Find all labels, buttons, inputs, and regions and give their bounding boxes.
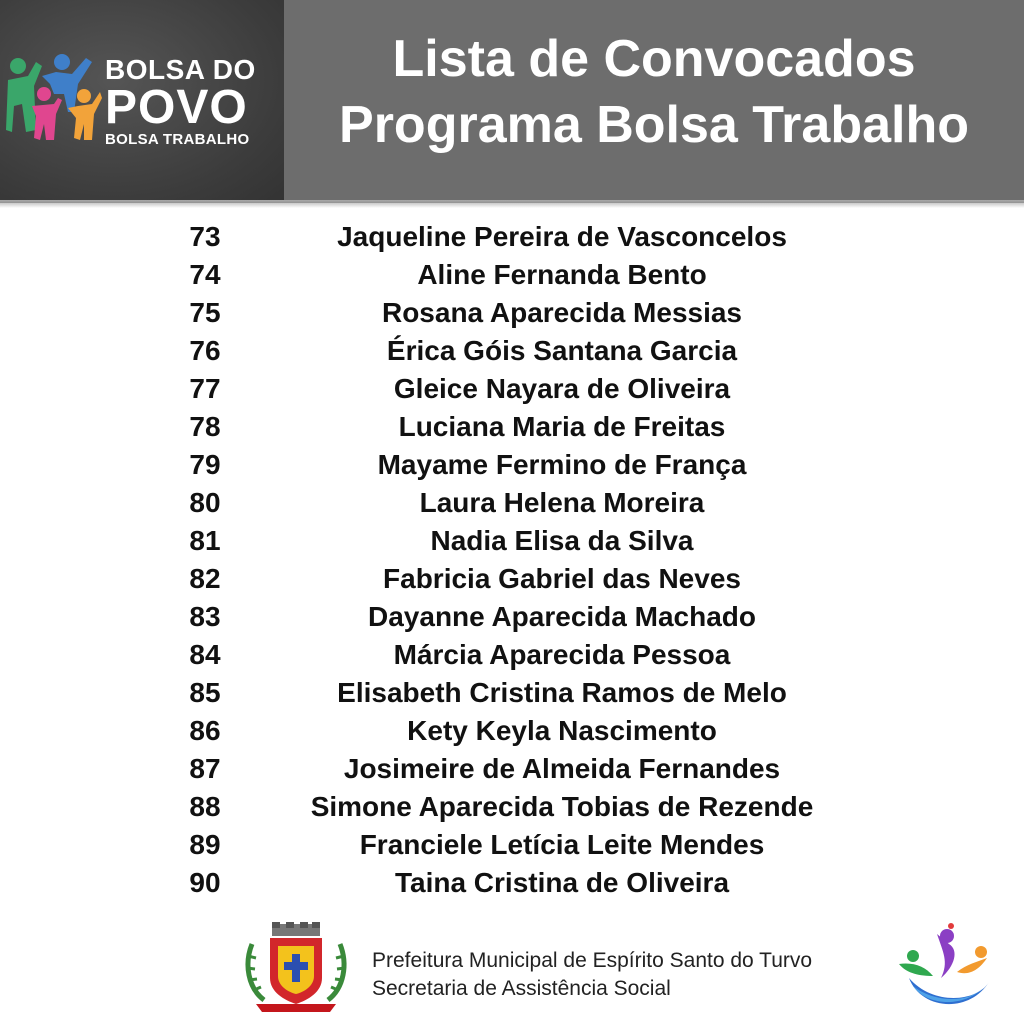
list-item-number: 78 — [189, 411, 221, 442]
list-item-name: Fabricia Gabriel das Neves — [383, 563, 741, 594]
list-item — [0, 560, 1024, 598]
social-assistance-logo-icon — [893, 922, 997, 1014]
footer-text — [372, 947, 812, 1003]
list-item-number: 82 — [189, 563, 221, 594]
list-item-name: Dayanne Aparecida Machado — [368, 601, 756, 632]
list-item-number: 77 — [189, 373, 221, 404]
list-item — [0, 294, 1024, 332]
list-item — [0, 864, 1024, 902]
list-item — [0, 712, 1024, 750]
list-item — [0, 826, 1024, 864]
list-item-number: 90 — [189, 867, 221, 898]
page-title — [284, 26, 1024, 158]
list-item — [0, 636, 1024, 674]
list-item-number: 80 — [189, 487, 221, 518]
list-item-number: 83 — [189, 601, 221, 632]
list-item-number: 86 — [189, 715, 221, 746]
list-item-number: 87 — [189, 753, 221, 784]
list-item-name: Érica Góis Santana Garcia — [386, 335, 738, 366]
list-item-number: 81 — [189, 525, 221, 556]
list-item-name: Nadia Elisa da Silva — [430, 525, 694, 556]
list-item-number: 75 — [189, 297, 221, 328]
list-item-number: 79 — [189, 449, 221, 480]
list-item-name: Elisabeth Cristina Ramos de Melo — [337, 677, 787, 708]
footer-line-2: Secretaria de Assistência Social — [372, 977, 671, 1000]
list-item — [0, 218, 1024, 256]
list-item-name: Márcia Aparecida Pessoa — [393, 639, 731, 670]
list-item-name: Franciele Letícia Leite Mendes — [359, 829, 765, 860]
list-item-number: 74 — [189, 259, 221, 290]
family-figures-icon — [6, 52, 102, 144]
list-item-name: Kety Keyla Nascimento — [407, 715, 717, 746]
list-item-name: Simone Aparecida Tobias de Rezende — [310, 791, 814, 822]
header-banner — [0, 0, 1024, 203]
title-line-1: Lista de Convocados — [392, 30, 916, 88]
list-item — [0, 788, 1024, 826]
list-item-number: 88 — [189, 791, 221, 822]
logo-line-2: POVO — [105, 81, 248, 134]
list-item-name: Josimeire de Almeida Fernandes — [343, 753, 781, 784]
list-item-name: Taina Cristina de Oliveira — [394, 867, 730, 898]
title-line-2: Programa Bolsa Trabalho — [339, 96, 969, 154]
list-item-name: Luciana Maria de Freitas — [398, 411, 726, 442]
list-item — [0, 750, 1024, 788]
logo-text — [105, 54, 256, 150]
list-item-number: 84 — [189, 639, 221, 670]
logo-line-3: BOLSA TRABALHO — [105, 131, 250, 148]
list-item — [0, 484, 1024, 522]
list-item-name: Mayame Fermino de França — [377, 449, 747, 480]
list-item — [0, 674, 1024, 712]
list-item-number: 89 — [189, 829, 221, 860]
list-item-name: Rosana Aparecida Messias — [381, 297, 743, 328]
list-item — [0, 522, 1024, 560]
list-item-name: Aline Fernanda Bento — [417, 259, 707, 290]
list-item-name: Laura Helena Moreira — [419, 487, 705, 518]
logo-line-1: BOLSA DO — [105, 54, 256, 85]
list-item — [0, 446, 1024, 484]
list-item-number: 73 — [189, 221, 221, 252]
convocados-list — [0, 218, 1024, 902]
footer-line-1: Prefeitura Municipal de Espírito Santo do Turvo — [372, 949, 813, 972]
list-item — [0, 332, 1024, 370]
list-item — [0, 256, 1024, 294]
bolsa-do-povo-logo — [0, 0, 284, 200]
list-item — [0, 408, 1024, 446]
footer — [0, 920, 1024, 1024]
list-item — [0, 598, 1024, 636]
list-item-name: Jaqueline Pereira de Vasconcelos — [337, 221, 787, 252]
list-item-name: Gleice Nayara de Oliveira — [393, 373, 731, 404]
list-item-number: 76 — [189, 335, 221, 366]
list-item-number: 85 — [189, 677, 221, 708]
municipal-crest-icon — [242, 922, 350, 1014]
header-shadow — [0, 200, 1024, 208]
list-item — [0, 370, 1024, 408]
